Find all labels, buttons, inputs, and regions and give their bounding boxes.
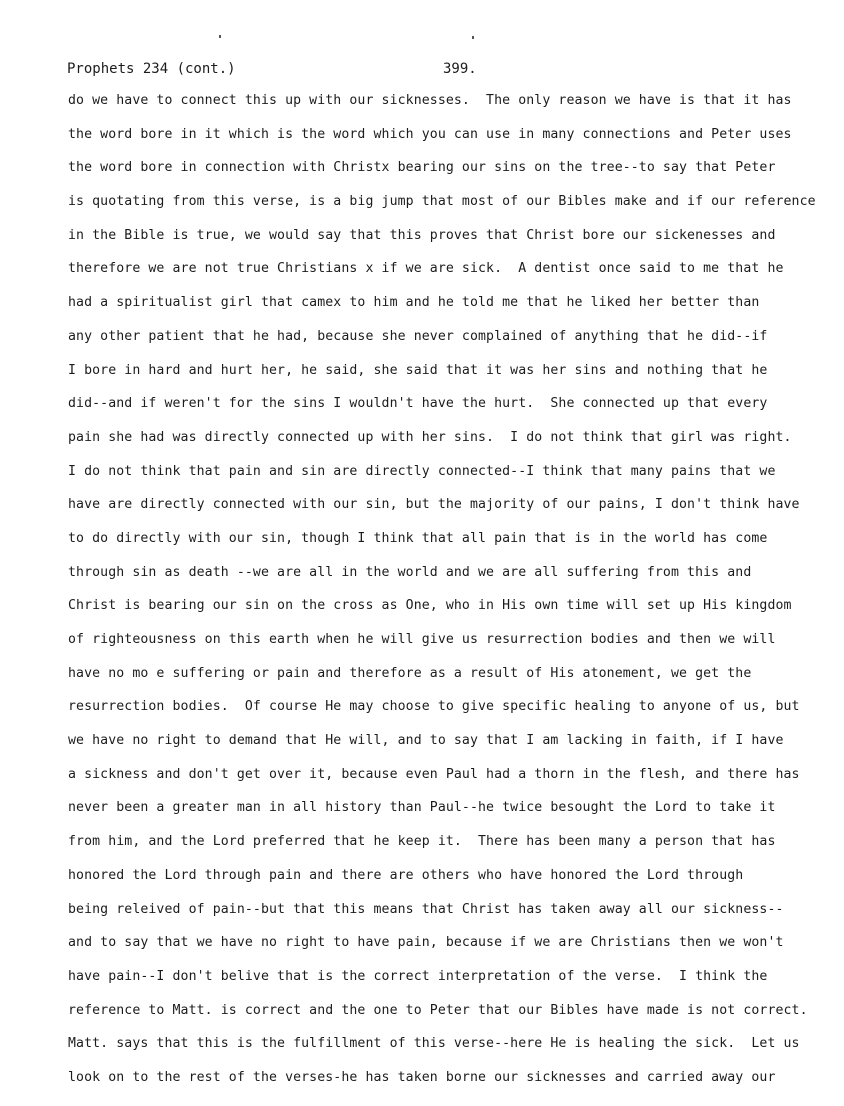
text-line: I bore in hard and hurt her, he said, she said that it was her sins and nothing that he bbox=[68, 362, 768, 378]
text-line: have are directly connected with our sin, but the majority of our pains, I don't think have bbox=[68, 497, 800, 513]
text-line: is quotating from this verse, is a big jump that most of our Bibles make and if our reference bbox=[68, 194, 816, 210]
text-line: to do directly with our sin, though I think that all pain that is in the world has come bbox=[68, 530, 768, 546]
scan-speck bbox=[472, 36, 474, 39]
text-line: any other patient that he had, because she never complained of anything that he did--if bbox=[68, 328, 768, 344]
text-line: we have no right to demand that He will, and to say that I am lacking in faith, if I have bbox=[68, 733, 784, 749]
text-line: being releived of pain--but that this means that Christ has taken away all our sickness-- bbox=[68, 901, 784, 917]
text-line: pain she had was directly connected up with her sins. I do not think that girl was right. bbox=[68, 429, 792, 445]
text-line: Matt. says that this is the fulfillment of this verse--here He is healing the sick. Let us bbox=[68, 1036, 800, 1052]
text-line: have pain--I don't belive that is the correct interpretation of the verse. I think the bbox=[68, 968, 768, 984]
page-number: 399. bbox=[443, 61, 477, 77]
text-line: from him, and the Lord preferred that he keep it. There has been many a person that has bbox=[68, 834, 776, 850]
page-header bbox=[67, 58, 827, 80]
text-line: do we have to connect this up with our sicknesses. The only reason we have is that it has bbox=[68, 93, 792, 108]
text-line: in the Bible is true, we would say that this proves that Christ bore our sickenesses and bbox=[68, 227, 776, 243]
text-line: Christ is bearing our sin on the cross as One, who in His own time will set up His kingdom bbox=[68, 598, 792, 614]
scan-speck bbox=[219, 35, 221, 38]
body-text bbox=[68, 92, 842, 1103]
text-line: honored the Lord through pain and there are others who have honored the Lord through bbox=[68, 867, 744, 883]
text-line: reference to Matt. is correct and the one to Peter that our Bibles have made is not correct. bbox=[68, 1002, 808, 1018]
text-line: and to say that we have no right to have pain, because if we are Christians then we won't bbox=[68, 935, 784, 951]
text-line: a sickness and don't get over it, because even Paul had a thorn in the flesh, and there has bbox=[68, 766, 800, 782]
text-line: the word bore in it which is the word which you can use in many connections and Peter uses bbox=[68, 126, 792, 142]
text-line: the word bore in connection with Christx bearing our sins on the tree--to say that Peter bbox=[68, 160, 776, 176]
running-title: Prophets 234 (cont.) bbox=[67, 61, 236, 77]
text-line: did--and if weren't for the sins I wouldn't have the hurt. She connected up that every bbox=[68, 396, 768, 412]
text-line: never been a greater man in all history than Paul--he twice besought the Lord to take it bbox=[68, 800, 776, 816]
text-line: look on to the rest of the verses-he has taken borne our sicknesses and carried away our bbox=[68, 1069, 776, 1085]
text-line: of righteousness on this earth when he will give us resurrection bodies and then we will bbox=[68, 632, 776, 647]
text-line: have no mo e suffering or pain and therefore as a result of His atonement, we get the bbox=[68, 665, 752, 681]
text-line: therefore we are not true Christians x if we are sick. A dentist once said to me that he bbox=[68, 261, 784, 277]
text-line: I do not think that pain and sin are directly connected--I think that many pains that we bbox=[68, 463, 776, 479]
text-line: had a spiritualist girl that camex to him and he told me that he liked her better than bbox=[68, 295, 760, 311]
text-line: through sin as death --we are all in the world and we are all suffering from this and bbox=[68, 564, 752, 580]
text-line: resurrection bodies. Of course He may choose to give specific healing to anyone of us, but bbox=[68, 699, 800, 715]
